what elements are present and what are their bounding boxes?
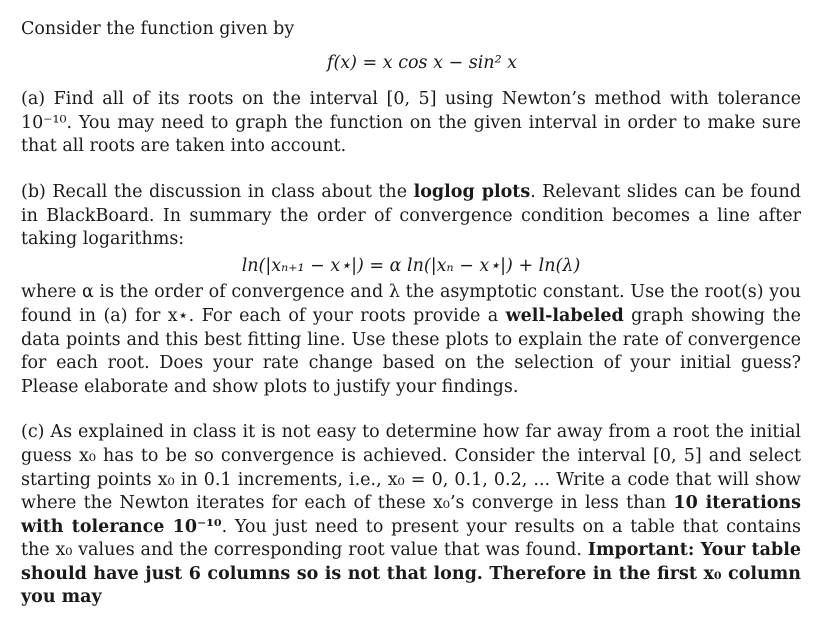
part-b-text-1: (b) Recall the discussion in class about the (21, 181, 414, 202)
part-c-text-2: . You just need to present your results on a table that contains the x₀ values and the corresponding root value that was found. (21, 516, 801, 561)
part-b-body (21, 281, 801, 399)
part-b-bold-labeled: well-labeled (505, 305, 624, 326)
part-b-intro (21, 181, 801, 252)
main-equation: f(x) = x cos x − sin² x (326, 52, 518, 73)
part-c-text (21, 421, 801, 610)
part-c-bold-iterations: 10 iterations with tolerance 10⁻¹⁰ (21, 493, 801, 537)
part-b-text-3: where α is the order of convergence and λ the asymptotic constant. Use the root(s) you found in (a) for x⋆. For each of your roots provide a (21, 282, 801, 326)
part-a-text: (a) Find all of its roots on the interval [0, 5] using Newton’s method with tolerance 10⁻¹⁰. You may need to graph the function on the given interval in order to make sure that all roots are taken into account. (21, 89, 801, 157)
part-b-bold-loglog: loglog plots (413, 181, 531, 202)
assignment-page (21, 18, 801, 610)
part-b-text-4: graph showing the data points and this best fitting line. Use these plots to explain the rate of convergence for each root. Does your rate change based on the selection of your initial guess? Please elaborate and show plots to justify your findings. (21, 305, 801, 397)
part-b-text-2: . Relevant slides can be found in BlackBoard. In summary the order of convergence condition becomes a line after taking logarithms: (21, 181, 801, 250)
part-c-bold-important: Important: Your table should have just 6 columns so is not that long. Therefore in the first x₀ column you may (21, 540, 801, 608)
convergence-equation: ln(|xₙ₊₁ − x⋆|) = α ln(|xₙ − x⋆|) + ln(λ) (241, 255, 581, 276)
part-c-text-1: (c) As explained in class it is not easy to determine how far away from a root the initial guess x₀ has to be so convergence is achieved. Consider the interval [0, 5] and select starting points x₀ in 0.1 increments, i.e., x₀ = 0, 0.1, 0.2, ... Write a code that will show where the Newton iterates for each of these x₀’s converge in less than (21, 422, 801, 514)
intro-text: Consider the function given by (21, 19, 295, 39)
